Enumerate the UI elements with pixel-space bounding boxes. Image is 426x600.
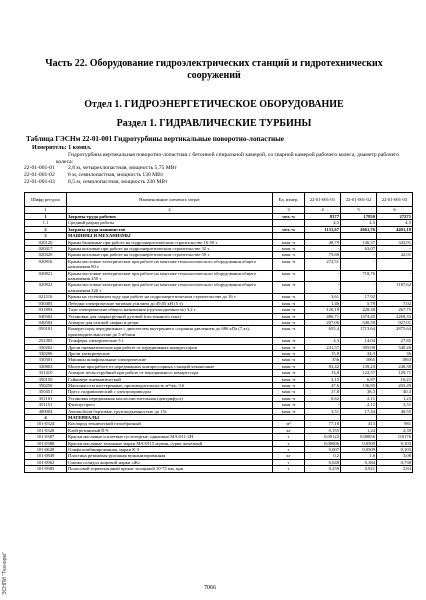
cell-code: 101-0328 — [25, 427, 67, 433]
cell-value-03: 27275 — [377, 214, 413, 220]
cell-unit: маш.-ч — [273, 300, 305, 306]
cell-value-02: 395,08 — [341, 344, 377, 350]
cell-code: 020420 — [25, 252, 67, 258]
cell-unit: т — [273, 434, 305, 440]
cell-name: Средний разряд работы — [67, 220, 273, 226]
cell-value-01: - — [305, 282, 341, 294]
cell-unit: маш.-ч — [273, 258, 305, 270]
cell-value-01: 3,51 — [305, 408, 341, 414]
cell-unit: т — [273, 440, 305, 446]
cell-value-02: - — [341, 258, 377, 270]
cell-unit: маш.-ч — [273, 350, 305, 356]
cell-value-02: 38,3 — [341, 389, 377, 395]
cell-value-01: 0,007 — [305, 447, 341, 453]
cell-unit: маш.-ч — [273, 402, 305, 408]
cell-name: Лебедки электрические тяговым усилием до 49,05 кН (5 т) — [67, 300, 273, 306]
cell-code: 020120 — [25, 239, 67, 245]
cell-value-01: 17,8 — [305, 389, 341, 395]
cell-value-02: 14,04 — [341, 338, 377, 344]
cell-unit: маш.-ч — [273, 313, 305, 319]
table-row — [25, 326, 413, 338]
header-col-03: 22-01-001-03 — [377, 193, 413, 207]
cell-value-02: 2661,76 — [341, 226, 377, 232]
cell-value-03: 3,51 — [377, 402, 413, 408]
cell-value-01: - — [305, 402, 341, 408]
cell-unit: маш.-ч — [273, 376, 305, 382]
cell-unit: маш.-ч — [273, 326, 305, 338]
cell-value-01: - — [305, 270, 341, 282]
cell-unit: маш.-ч — [273, 344, 305, 350]
cell-unit: маш.-ч — [273, 382, 305, 388]
cell-value-02: 5,78 — [341, 300, 377, 306]
cell-code: 2 — [25, 226, 67, 232]
cell-value-01: 0,2 — [305, 453, 341, 459]
cell-value-01: 83,42 — [305, 363, 341, 369]
cell-value-03: - — [377, 270, 413, 282]
cell-value-02: 34,3 — [341, 350, 377, 356]
cell-code: 3 — [25, 233, 67, 239]
cell-name: Краны на гусеничном ходу при работе на гидроэнергетическом строительстве до 16 т — [67, 294, 273, 300]
code-list-item — [24, 165, 177, 172]
department-title: Отдел 1. ГИДРОЭНЕРГЕТИЧЕСКОЕ ОБОРУДОВАНИЕ — [84, 99, 344, 110]
cell-value-02: 228,48 — [341, 307, 377, 313]
cell-value-02: 0,921 — [341, 466, 377, 472]
cell-code: 1 — [25, 214, 67, 220]
cell-value-01: 15,8 — [305, 350, 341, 356]
cell-value-02: - — [341, 252, 377, 258]
code-text: 8,5 м, семилопастная, мощность 230 МВт — [68, 179, 168, 185]
cell-code: 330206 — [25, 350, 67, 356]
cell-code: 021216 — [25, 294, 67, 300]
table-row — [25, 466, 413, 472]
code-list-item — [24, 172, 177, 179]
cell-value-02: 6,87 — [341, 376, 377, 382]
cell-code: 1.1 — [25, 220, 67, 226]
cell-value-01: 207,06 — [305, 319, 341, 325]
cell-value-03: 240,38 — [377, 363, 413, 369]
cell-value-03: 927,01 — [377, 319, 413, 325]
cell-code: 101-0387 — [25, 434, 67, 440]
code-text: 2,8 м, четырехлопастная, мощность 5,75 МВт — [68, 165, 177, 171]
cell-value-02: 139,23 — [341, 363, 377, 369]
cell-value-01: 75,68 — [305, 252, 341, 258]
cell-value-01: 8377 — [305, 214, 341, 220]
header-col-02: 22-01-001-02 — [341, 193, 377, 207]
index-row — [25, 207, 413, 214]
cell-value-02: 146,37 — [341, 239, 377, 245]
cell-name: Пресс гидравлический с электроприводом — [67, 389, 273, 395]
cell-name: Тельферы электрические 5 т — [67, 338, 273, 344]
index-cell: 2 — [67, 207, 273, 214]
cell-code: 330202 — [25, 344, 67, 350]
cell-name: Краны мостовые электрические при работе на монтаже технологического оборудования общего назначения 80 т — [67, 258, 273, 270]
cell-unit: маш.-ч — [273, 246, 305, 252]
cell-code: 101-0985 — [25, 466, 67, 472]
cell-value-03: - — [377, 294, 413, 300]
cell-value-03: 4491,19 — [377, 226, 413, 232]
cell-value-03: 981 — [377, 421, 413, 427]
cell-value-03: 40,3 — [377, 389, 413, 395]
table-description: Гидротурбина вертикальная поворотно-лопастная с бетонной спиральной камерой, со сварной камерой рабочего колеса, диаметр рабочего колеса: — [56, 152, 400, 165]
cell-value-02: 17,92 — [341, 294, 377, 300]
cell-code: 101-0849 — [25, 453, 67, 459]
cell-unit: маш.-ч — [273, 389, 305, 395]
cell-value-03: 203,49 — [377, 382, 413, 388]
cell-value-03: 540,26 — [377, 344, 413, 350]
cell-name: Установка передвижная маслоочистительная (центрифуга) — [67, 395, 273, 401]
cell-name: Автомобили бортовые, грузоподъемностью до 15т — [67, 408, 273, 414]
cell-unit: маш.-ч — [273, 270, 305, 282]
cell-value-01: 241,57 — [305, 344, 341, 350]
cell-value-02: - — [341, 282, 377, 294]
cell-code: 101-0388 — [25, 440, 67, 446]
cell-value-03: 2875,64 — [377, 326, 413, 338]
section-title: Раздел 1. ГИДРАВЛИЧЕСКИЕ ТУРБИНЫ — [116, 118, 312, 129]
cell-value-01: 1131,67 — [305, 226, 341, 232]
cell-value-03: 2,84 — [377, 466, 413, 472]
cell-value-02: 2,11 — [341, 395, 377, 401]
cell-name: Машины шлифовальные электрические — [67, 357, 273, 363]
cell-value-01: 3,15 — [305, 376, 341, 382]
cell-code: 020816 — [25, 258, 67, 270]
table-row — [25, 282, 413, 294]
cell-value-03: 3,08 — [377, 453, 413, 459]
code-list — [24, 165, 177, 186]
cell-value-03: 2269,33 — [377, 313, 413, 319]
cell-value-01: - — [305, 246, 341, 252]
cell-value-01: 0,259 — [305, 466, 341, 472]
cell-name: Краны мостовые электрические при работе на монтаже технологического оборудования общего назначения 320 т — [67, 282, 273, 294]
cell-unit: маш.-ч — [273, 282, 305, 294]
cell-value-01: 655,4 — [305, 326, 341, 338]
cell-value-02: 4,5 — [341, 220, 377, 226]
cell-value-03: 36 — [377, 350, 413, 356]
cell-unit: т — [273, 447, 305, 453]
cell-name: Краски масляные и клеевые густотертые, цинковые МА-011-2Н — [67, 434, 273, 440]
cell-name: Олифа комбинированная, марки К-3 — [67, 447, 273, 453]
cell-name: Дрели электрические — [67, 350, 273, 356]
cell-value-03: 1,23 — [377, 395, 413, 401]
cell-value-01: 4,3 — [305, 338, 341, 344]
cell-unit: т — [273, 466, 305, 472]
part-title: Часть 22. Оборудование гидроэлектрических станций и гидротехнических сооружений — [45, 58, 383, 81]
cell-value-01: 77,18 — [305, 421, 341, 427]
index-cell: 4 — [305, 207, 341, 214]
cell-code: 050101 — [25, 326, 67, 338]
cell-code: 330803 — [25, 363, 67, 369]
cell-code: 331410 — [25, 370, 67, 376]
cell-value-02: 2,12 — [341, 402, 377, 408]
cell-value-02: 0,384 — [341, 459, 377, 465]
cell-value-02: 17,44 — [341, 408, 377, 414]
cell-code: 350250 — [25, 382, 67, 388]
cell-value-02: 413 — [341, 421, 377, 427]
index-cell: 5 — [341, 207, 377, 214]
index-cell: 6 — [377, 207, 413, 214]
cell-name: МАШИНЫ И МЕХАНИЗМЫ — [67, 233, 273, 239]
cell-name: Клей резиновый П-9 — [67, 427, 273, 433]
cell-unit: маш.-ч — [273, 363, 305, 369]
cell-value-01: 0,00122 — [305, 434, 341, 440]
cell-value-02: 0,00856 — [341, 434, 377, 440]
cell-name: Гайковерт пневматический — [67, 376, 273, 382]
cell-value-01: 3,61 — [305, 294, 341, 300]
cell-value-01: 120,19 — [305, 307, 341, 313]
table-row — [25, 270, 413, 282]
cell-value-03: 40,55 — [377, 408, 413, 414]
cell-unit: маш.-ч — [273, 239, 305, 245]
cell-value-01: 1,46 — [305, 300, 341, 306]
cell-name: Кислород технический газообразный — [67, 421, 273, 427]
index-cell: 3 — [273, 207, 305, 214]
cell-unit: маш.-ч — [273, 319, 305, 325]
cell-unit: чел.-ч — [273, 226, 305, 232]
cell-name: Маслонасосы шестеренные, производительность м³/час 3,6 — [67, 382, 273, 388]
cell-value-01: 0,155 — [305, 427, 341, 433]
cell-name: Смазка солидол жировой марки «Ж» — [67, 459, 273, 465]
cell-value-02: 63,07 — [341, 246, 377, 252]
cell-code: 020822 — [25, 282, 67, 294]
cell-value-02: 136,85 — [341, 382, 377, 388]
cell-value-02: 1,6 — [341, 453, 377, 459]
cell-value-03: 1187,62 — [377, 282, 413, 294]
cell-name: Краны козловые при работе на гидроэнергетическом строительстве 50 т — [67, 252, 273, 258]
cell-name: Дрели пневматические при работе от передвижных компрессоров — [67, 344, 273, 350]
cell-code: 040502 — [25, 313, 67, 319]
cell-value-03: - — [377, 246, 413, 252]
cell-unit: кг — [273, 427, 305, 433]
cell-value-03: 27,85 — [377, 338, 413, 344]
cell-code: 101-0628 — [25, 447, 67, 453]
cell-unit: маш.-ч — [273, 408, 305, 414]
cell-value-01: 0,00606 — [305, 440, 341, 446]
cell-unit: маш.-ч — [273, 307, 305, 313]
cell-value-02: 548,59 — [341, 319, 377, 325]
cell-value-03: 0,0176 — [377, 434, 413, 440]
resource-table — [24, 192, 413, 473]
cell-value-03: 7,02 — [377, 300, 413, 306]
cell-value-01: 0,048 — [305, 459, 341, 465]
cell-unit: кг — [273, 453, 305, 459]
cell-value-03: 267,75 — [377, 307, 413, 313]
cell-name: Краны козловые при работе на гидроэнергетическом строительстве 32 т — [67, 246, 273, 252]
meter-label: Измеритель: 1 компл. — [32, 145, 92, 151]
code-id: 22-01-001-01 — [24, 165, 55, 171]
cell-unit: чел.-ч — [273, 214, 305, 220]
table-header-row — [25, 193, 413, 207]
cell-value-02: 0,0509 — [341, 447, 377, 453]
cell-value-03: 4,5 — [377, 220, 413, 226]
cell-name: Компрессоры передвижные с двигателем внутреннего сгорания давлением до 686 кПа (7 ат), производительностью до 5 м³/мин — [67, 326, 273, 338]
code-list-item — [24, 179, 177, 186]
cell-unit: т — [273, 459, 305, 465]
cell-value-03: 129,71 — [377, 370, 413, 376]
cell-value-03: 1863 — [377, 357, 413, 363]
side-stamp: ЭСНПИ "Технорм" — [2, 552, 8, 595]
header-unit: Ед. измер. — [273, 193, 305, 207]
cell-code: 101-0962 — [25, 459, 67, 465]
cell-code: 031894 — [25, 307, 67, 313]
cell-code: 400004 — [25, 408, 67, 414]
cell-value-01: 13,8 — [305, 370, 341, 376]
cell-unit: маш.-ч — [273, 294, 305, 300]
cell-value-03: 343,91 — [377, 239, 413, 245]
cell-value-03: 2,39 — [377, 427, 413, 433]
cell-unit: маш.-ч — [273, 357, 305, 363]
cell-code: 350451 — [25, 389, 67, 395]
cell-code: 330301 — [25, 357, 67, 363]
cell-value-02: 1713,64 — [341, 326, 377, 338]
cell-name: Фильтр-пресс — [67, 402, 273, 408]
cell-unit: маш.-ч — [273, 370, 305, 376]
cell-code: 351151 — [25, 402, 67, 408]
cell-value-01: 356 — [305, 357, 341, 363]
cell-name: Затраты труда машинистов — [67, 226, 273, 232]
cell-unit: маш.-ч — [273, 338, 305, 344]
cell-value-02: 17850 — [341, 214, 377, 220]
cell-value-02: 718,76 — [341, 270, 377, 282]
cell-code: 020417 — [25, 246, 67, 252]
cell-code: 350150 — [25, 376, 67, 382]
cell-value-01: 272,51 — [305, 258, 341, 270]
cell-name: Тали электрические общего назначения (грузоподъемность) 3,2 т — [67, 307, 273, 313]
cell-value-02: 1374,45 — [341, 313, 377, 319]
cell-value-01: 47,6 — [305, 382, 341, 388]
cell-code: 252305 — [25, 338, 67, 344]
cell-value-01: 4,5 — [305, 220, 341, 226]
cell-value-01: 0,62 — [305, 395, 341, 401]
cell-name: Аппарат пескоструйный при работе от передвижного компрессора — [67, 370, 273, 376]
cell-name: Затраты труда рабочих — [67, 214, 273, 220]
cell-value-03: 0,103 — [377, 447, 413, 453]
cell-unit: маш.-ч — [273, 252, 305, 258]
cell-code: 040504 — [25, 319, 67, 325]
cell-name: МАТЕРИАЛЫ — [67, 415, 273, 421]
table-body — [25, 207, 413, 473]
cell-name: Аппарат для газовой сварки и резки — [67, 319, 273, 325]
cell-value-03: 10,21 — [377, 376, 413, 382]
header-code: Шифр ресурса — [25, 193, 67, 207]
header-col-01: 22-01-001-01 — [305, 193, 341, 207]
code-text: 6 м, семилопастная, мощность 130 МВт — [68, 172, 164, 178]
header-name: Наименование элемента затрат — [67, 193, 273, 207]
cell-unit: м³ — [273, 421, 305, 427]
cell-value-02: 1,24 — [341, 427, 377, 433]
cell-code: 020821 — [25, 270, 67, 282]
code-id: 22-01-001-03 — [24, 179, 55, 185]
cell-value-03: 0,103 — [377, 440, 413, 446]
cell-value-01: 486,71 — [305, 313, 341, 319]
cell-value-02: 1065 — [341, 357, 377, 363]
cell-name: Краны мостовые электрические при работе на монтаже технологического оборудования общего назначения 250 т — [67, 270, 273, 282]
cell-code: 4 — [25, 415, 67, 421]
cell-unit: маш.-ч — [273, 395, 305, 401]
cell-name: Установки для сварки ручной дуговой (постоянного тока) — [67, 313, 273, 319]
cell-value-01: 48,79 — [305, 239, 341, 245]
code-id: 22-01-001-02 — [24, 172, 55, 178]
cell-value-02: 0,0509 — [341, 440, 377, 446]
cell-code: 351101 — [25, 395, 67, 401]
cell-value-03: 0,738 — [377, 459, 413, 465]
cell-name: Краны башенные при работе на гидроэнергетическом строительстве 16-50 т — [67, 239, 273, 245]
cell-value-02: 122,57 — [341, 370, 377, 376]
table-row — [25, 258, 413, 270]
cell-name: Молотки при работе от передвижных компрессорных станций чеканочные — [67, 363, 273, 369]
cell-value-03: 42,01 — [377, 252, 413, 258]
index-cell: 1 — [25, 207, 67, 214]
cell-code: 030405 — [25, 300, 67, 306]
cell-code: 101-0324 — [25, 421, 67, 427]
page-number: 7066 — [204, 585, 216, 591]
cell-name: Полосовой горячекатаный прокат толщиной 10-75 мм, при — [67, 466, 273, 472]
table-title: Таблица ГЭСНм 22-01-001 Гидротурбины вертикальные поворотно-лопастные — [26, 135, 284, 143]
cell-name: Пластина резиновая рулонная вулканизированная — [67, 453, 273, 459]
cell-name: Краски масляные земляные марки МА-0115 мумия, сурик железный — [67, 440, 273, 446]
cell-value-03: - — [377, 258, 413, 270]
